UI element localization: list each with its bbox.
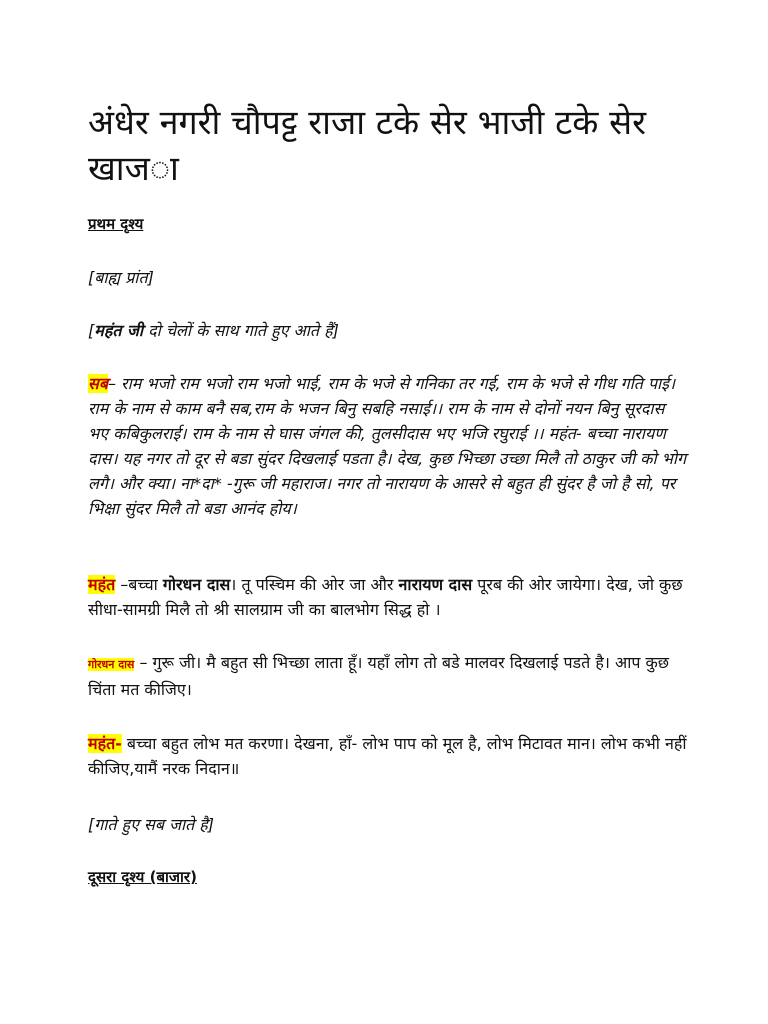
- speaker-highlight: सब: [88, 374, 108, 393]
- scene-location: [बाह्य प्रांत]: [88, 268, 154, 287]
- stage-direction-exit: [गाते हुए सब जाते है]: [88, 815, 215, 834]
- scene-heading-1: प्रथम दृश्य: [88, 215, 144, 233]
- dialogue-paragraph-1: [88, 371, 688, 521]
- dialogue-text: – राम भजो राम भजो राम भजो भाई, राम के भजे से गनिका तर गई, राम के भजे से गीध गति पाई। राम के नाम से काम बनै सब,राम के भजन बिनु सबहि नसाई।। राम के नाम से दोनों नयन बिनु सूरदास भए कबिकुलराई। राम के नाम से घास जंगल की, तुलसीदास भए भजि रघुराई ।। महंत- बच्चा नारायण दास। यह नगर तो दूर से बडा सुंदर दिखलाई पडता है। देख, कुछ भिच्छा उच्छा मिलै तो ठाकुर जी को भोग लगै। और क्या। ना*दा* -गुरू जी महाराज। नगर तो नारायण के आसरे से बहुत ही सुंदर है जो है सो, पर भिक्षा सुंदर मिलै तो बडा आनंद होय।: [88, 374, 687, 518]
- character-name: गोरधन दास: [162, 575, 231, 594]
- dialogue-text: पूरब की ओर जायेगा। देख, जो कुछ सीधा-सामग्री मिलै तो श्री सालग्राम जी का बालभोग सिद्ध हो ।: [88, 575, 683, 619]
- stage-direction-entry: [88, 318, 688, 343]
- dialogue-paragraph-2: [88, 572, 688, 622]
- dialogue-text: – गुरू जी। मै बहुत सी भिच्छा लाता हूँ। यहाँ लोग तो बडे मालवर दिखलाई पडते है। आप कुछ चिंता मत कीजिए।: [88, 653, 669, 699]
- speaker-highlight: गोरधन दास: [88, 658, 135, 671]
- bracket-open: [: [88, 321, 95, 340]
- dialogue-text: बच्चा बहुत लोभ मत करणा। देखना, हाँ- लोभ पाप को मूल है, लोभ मिटावत मान। लोभ कभी नहीं कीजिए,यामैं नरक निदान॥: [88, 734, 687, 778]
- speaker-highlight: महंत-: [88, 734, 122, 753]
- dialogue-paragraph-4: [88, 731, 688, 781]
- dialogue-text: । तू पस्चिम की ओर जा और: [230, 575, 399, 594]
- stage-direction-speaker: महंत जी: [94, 321, 144, 340]
- stage-direction-text: दो चेलों के साथ गाते हुए आते हैं]: [143, 321, 339, 340]
- page-title: अंधेर नगरी चौपट्ट राजा टके सेर भाजी टके सेर खाज◌ा: [88, 103, 647, 189]
- dialogue-paragraph-3: [88, 650, 688, 702]
- character-name: नारायण दास: [398, 575, 473, 594]
- speaker-highlight: महंत: [88, 575, 116, 594]
- dialogue-text: –बच्चा: [115, 575, 163, 594]
- scene-heading-2: दूसरा दृश्य (बाजार): [88, 868, 197, 886]
